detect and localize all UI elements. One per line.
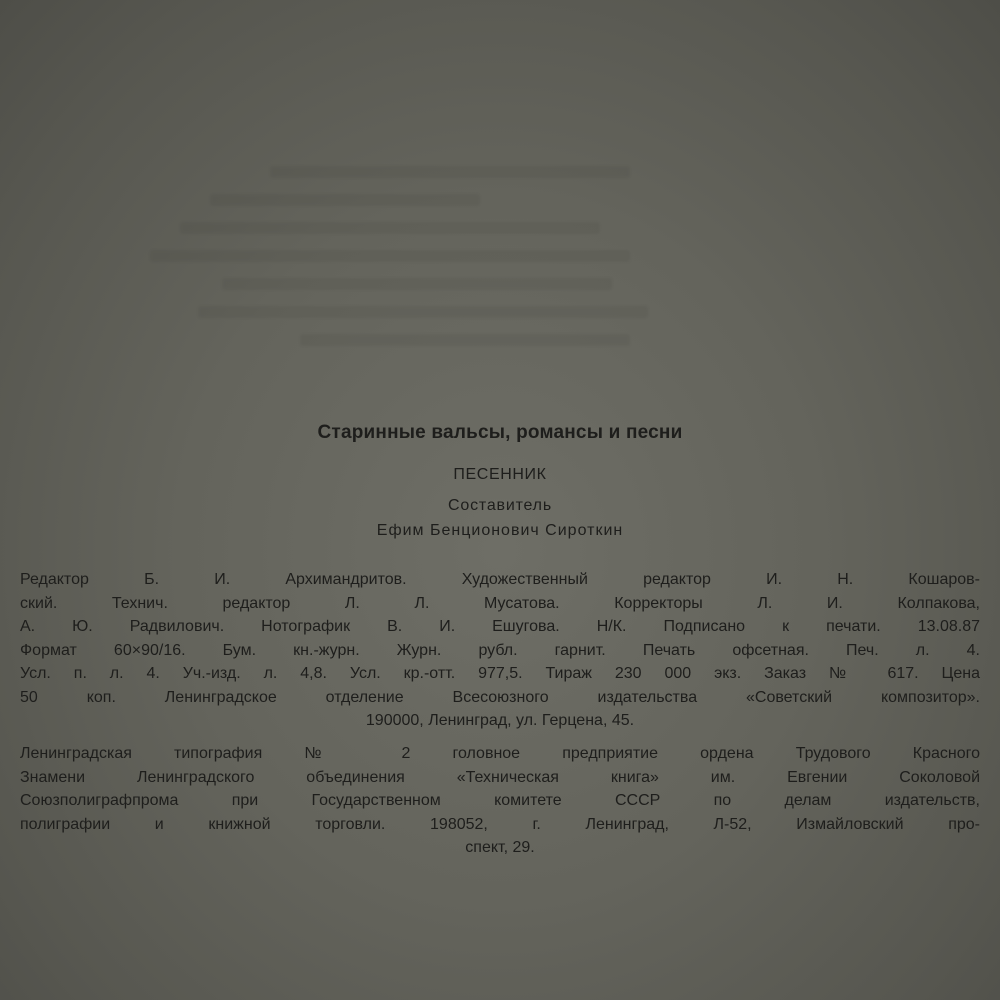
- show-through-text: [150, 150, 750, 380]
- imprint-line: А. Ю. Радвилович. Нотографик В. И. Ешугова. Н/К. Подписано к печати. 13.08.87: [20, 618, 980, 635]
- printer-line: полиграфии и книжной торговли. 198052, г. Ленинград, Л-52, Измайловский про-: [20, 815, 980, 833]
- printer-line: Знамени Ленинградского объединения «Техническая книга» им. Евгении Соколовой: [20, 768, 980, 786]
- imprint-line: Формат 60×90/16. Бум. кн.-журн. Журн. рубл. гарнит. Печать офсетная. Печ. л. 4.: [20, 641, 980, 659]
- imprint-line: Усл. п. л. 4. Уч.-изд. л. 4,8. Усл. кр.-отт. 977,5. Тираж 230 000 экз. Заказ № 617. Цена: [20, 665, 980, 682]
- imprint-line: Редактор Б. И. Архимандритов. Художественный редактор И. Н. Кошаров-: [20, 571, 980, 588]
- book-title: Старинные вальсы, романсы и песни: [317, 422, 683, 443]
- imprint-address-line: 190000, Ленинград, ул. Герцена, 45.: [365, 712, 635, 729]
- imprint-line: ский. Технич. редактор Л. Л. Мусатова. Корректоры Л. И. Колпакова,: [20, 594, 980, 612]
- book-subtitle: ПЕСЕННИК: [453, 466, 547, 483]
- compiler-label: Составитель: [448, 497, 552, 514]
- imprint-line: 50 коп. Ленинградское отделение Всесоюзного издательства «Советский композитор».: [20, 688, 980, 706]
- imprint-block: [20, 568, 980, 733]
- printer-line: Ленинградская типография № 2 головное предприятие ордена Трудового Красного: [20, 745, 980, 762]
- printer-address-line: спект, 29.: [465, 839, 535, 856]
- printer-line: Союзполиграфпрома при Государственном комитете СССР по делам издательств,: [20, 792, 980, 809]
- compiler-name: Ефим Бенционович Сироткин: [376, 522, 624, 539]
- printer-block: [20, 742, 980, 860]
